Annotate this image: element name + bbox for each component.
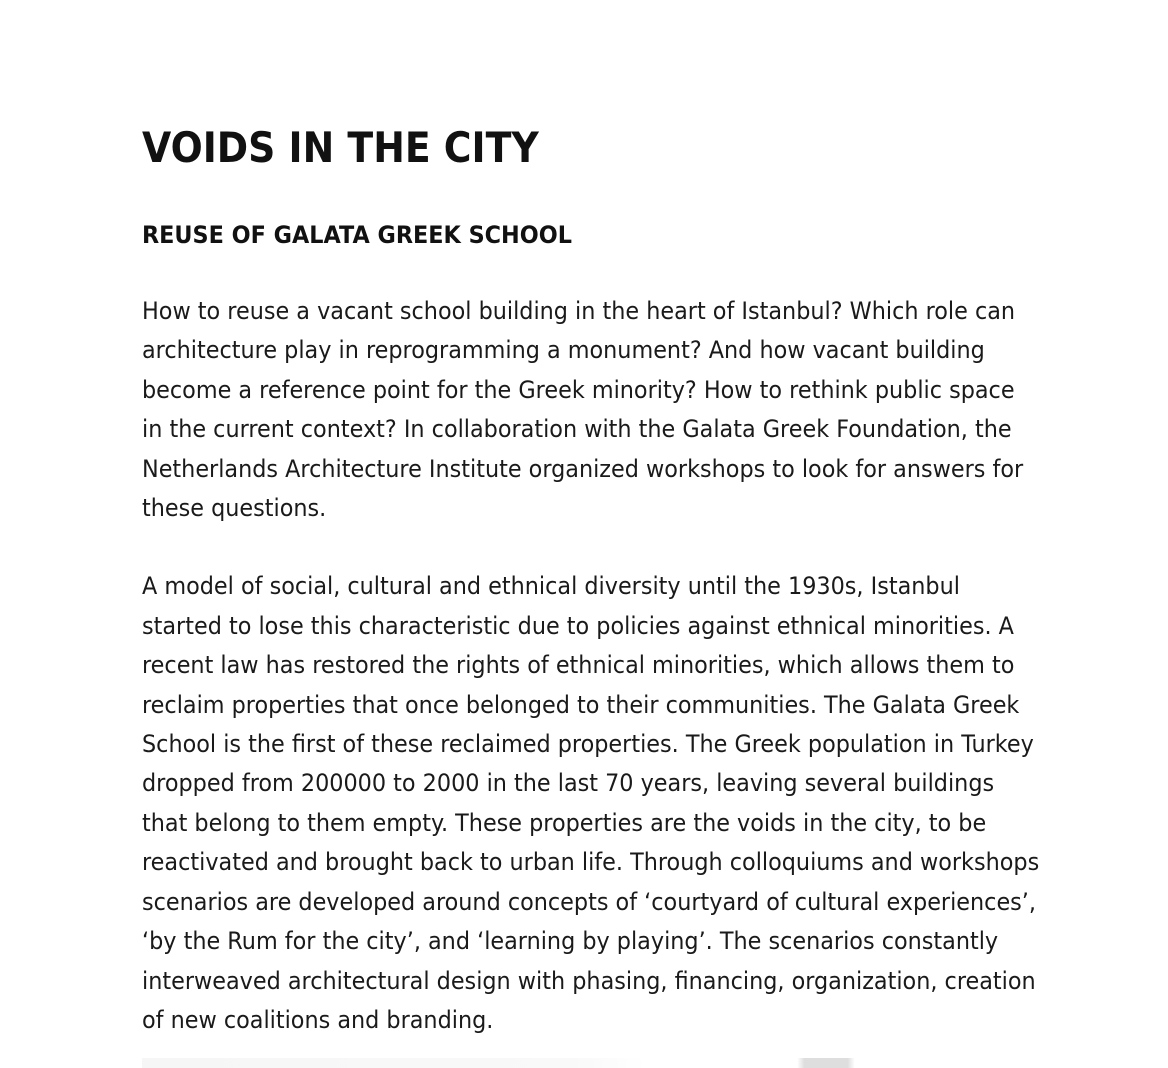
paragraph-line: started to lose this characteristic due to policies against ethnical minorities. A <box>142 611 1014 640</box>
paragraph-line: recent law has restored the rights of ethnical minorities, which allows them to <box>142 651 1015 680</box>
paragraph-line: that belong to them empty. These properties are the voids in the city, to be <box>142 808 987 837</box>
paragraph-line: dropped from 200000 to 2000 in the last 70 years, leaving several buildings <box>142 769 995 798</box>
paragraph-line: these questions. <box>142 494 327 523</box>
paragraph-line: architecture play in reprogramming a monument? And how vacant building <box>142 336 985 365</box>
paragraph-intro <box>142 292 1142 528</box>
paragraph-line: in the current context? In collaboration with the Galata Greek Foundation, the <box>142 415 1012 444</box>
paragraph-line: Netherlands Architecture Institute organized workshops to look for answers for <box>142 454 1024 483</box>
cropped-image-edge <box>142 1058 862 1068</box>
page-subtitle: REUSE OF GALATA GREEK SCHOOL <box>142 221 572 249</box>
paragraph-line: How to reuse a vacant school building in the heart of Istanbul? Which role can <box>142 297 1016 325</box>
paragraph-line: reactivated and brought back to urban life. Through colloquiums and workshops <box>142 848 1040 877</box>
paragraph-line: School is the first of these reclaimed properties. The Greek population in Turkey <box>142 730 1034 759</box>
paragraph-line: become a reference point for the Greek minority? How to rethink public space <box>142 375 1015 404</box>
paragraph-line: A model of social, cultural and ethnical diversity until the 1930s, Istanbul <box>142 572 960 601</box>
paragraph-history <box>142 567 1142 1040</box>
paragraph-line: of new coalitions and branding. <box>142 1005 494 1034</box>
paragraph-line: reclaim properties that once belonged to their communities. The Galata Greek <box>142 690 1020 719</box>
article <box>142 118 1142 1040</box>
paragraph-line: scenarios are developed around concepts of ‘courtyard of cultural experiences’, <box>142 887 1037 916</box>
paragraph-line: interweaved architectural design with phasing, financing, organization, creation <box>142 966 1036 995</box>
page-title: VOIDS IN THE CITY <box>142 123 539 172</box>
paragraph-line: ‘by the Rum for the city’, and ‘learning by playing’. The scenarios constantly <box>142 927 999 956</box>
